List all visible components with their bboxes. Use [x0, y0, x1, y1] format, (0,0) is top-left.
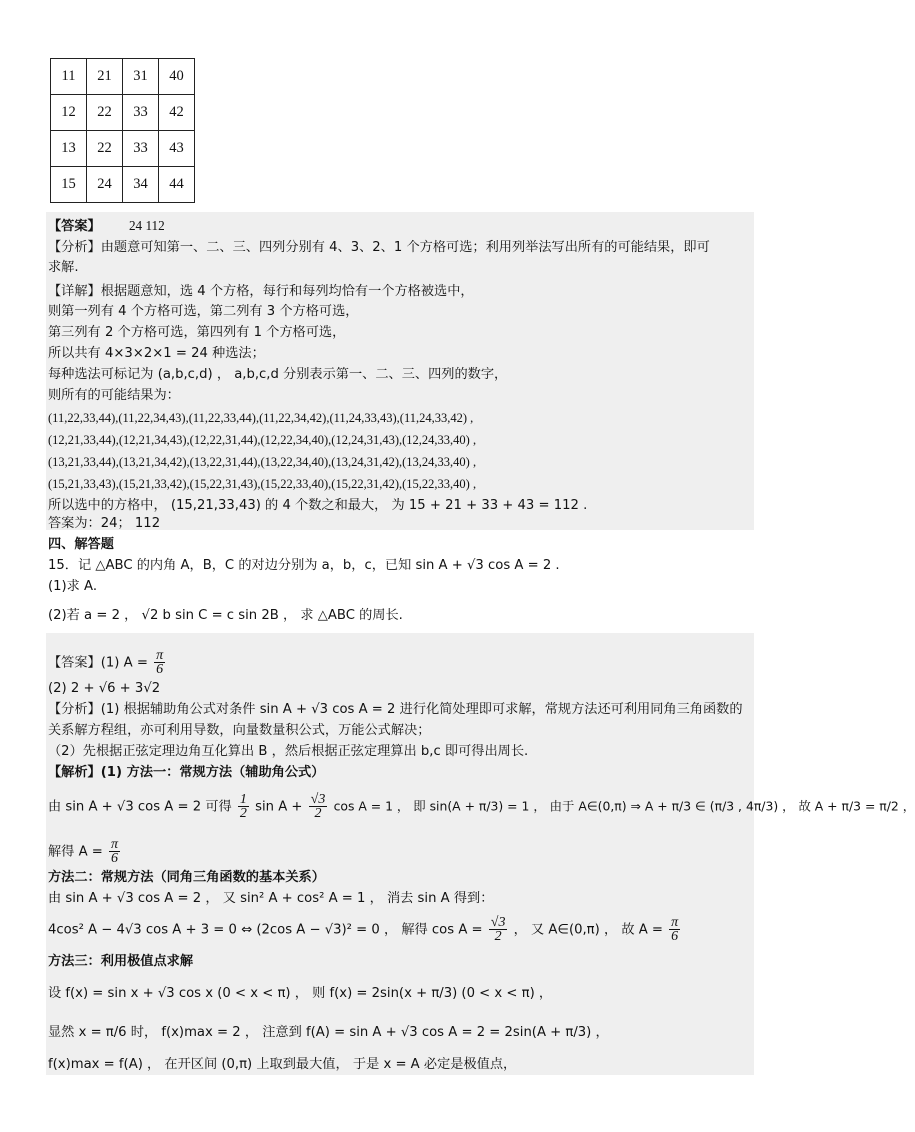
numerator: 1 — [239, 792, 247, 807]
denominator: 6 — [156, 662, 164, 677]
denominator: 6 — [111, 851, 119, 866]
numerator: π — [111, 837, 119, 852]
method3-line: 显然 x = π/6 时， f(x)max = 2 ， 注意到 f(A) = sin A + √3 cos A = 2 = 2sin(A + π/3) ， — [48, 1025, 609, 1040]
grid-cell: 42 — [159, 95, 195, 131]
answer-block-q15 — [46, 633, 754, 1075]
denominator: 2 — [239, 806, 247, 821]
answer-line — [48, 649, 167, 676]
math-text: 由 sin A + √3 cos A = 2 可得 — [48, 799, 232, 815]
analysis-line: 【分析】(1) 根据辅助角公式对条件 sin A + √3 cos A = 2 进行化简处理即可求解，常规方法还可利用同角三角函数的 — [48, 702, 743, 717]
section-heading: 四、解答题 — [48, 537, 114, 552]
grid-cell: 13 — [51, 131, 87, 167]
grid-cell: 24 — [87, 167, 123, 203]
number-grid — [50, 58, 195, 203]
analysis-line: 关系解方程组，亦可利用导数，向量数量积公式，万能公式解决； — [48, 723, 431, 738]
math-text: 4cos² A − 4√3 cos A + 3 = 0 ⇔ (2cos A − √3)² = 0 ， 解得 cos A = — [48, 922, 483, 938]
denominator: 2 — [314, 806, 322, 821]
grid-cell: 43 — [159, 131, 195, 167]
fraction — [109, 838, 120, 865]
answer-line: (2) 2 + √6 + 3√2 — [48, 681, 161, 696]
result-list-line: (15,21,33,43),(15,21,33,42),(15,22,31,43),(15,22,33,40),(15,22,31,42),(15,22,33,40) , — [48, 477, 477, 491]
answer-tag: 【答案】 — [48, 219, 101, 234]
result-list-line: (13,21,33,44),(13,21,34,42),(13,22,31,44),(13,22,34,40),(13,24,31,42),(13,24,33,40) , — [48, 455, 477, 469]
grid-cell: 15 — [51, 167, 87, 203]
method-heading: 方法三：利用极值点求解 — [48, 954, 194, 969]
answer-label: 【答案】(1) A = — [48, 655, 148, 671]
table-row — [51, 167, 195, 203]
method2-line: 由 sin A + √3 cos A = 2 ， 又 sin² A + cos² A = 1 ， 消去 sin A 得到： — [48, 891, 494, 906]
method2-line — [48, 916, 682, 943]
math-text: ， 又 A∈(0,π) ， 故 A = — [513, 922, 663, 938]
final-answer-line: 答案为：24； 112 — [48, 516, 161, 531]
grid-cell: 21 — [87, 59, 123, 95]
result-list-line: (11,22,33,44),(11,22,34,43),(11,22,33,44),(11,22,34,42),(11,24,33,43),(11,24,33,42) , — [48, 411, 474, 425]
question-stem: 15．记 △ABC 的内角 A，B，C 的对边分别为 a，b，c，已知 sin A + √3 cos A = 2 . — [48, 558, 560, 573]
detail-line: 则第一列有 4 个方格可选，第二列有 3 个方格可选， — [48, 304, 359, 319]
detail-line: 所以共有 4×3×2×1 = 24 种选法； — [48, 346, 265, 361]
math-text: 解得 A = — [48, 844, 103, 860]
fraction — [489, 916, 508, 943]
question-part: (1)求 A. — [48, 579, 98, 594]
grid-cell: 33 — [123, 95, 159, 131]
fraction — [669, 916, 680, 943]
method3-line: f(x)max = f(A) ， 在开区间 (0,π) 上取到最大值， 于是 x = A 必定是极值点， — [48, 1057, 517, 1072]
fraction — [238, 793, 249, 820]
answer-values: 24 112 — [128, 218, 165, 233]
grid-cell: 22 — [87, 95, 123, 131]
answer-line — [48, 217, 165, 236]
detail-line: 所以选中的方格中， (15,21,33,43) 的 4 个数之和最大， 为 15 + 21 + 33 + 43 = 112 . — [48, 498, 588, 513]
math-text: sin A + — [255, 799, 303, 815]
method-heading: 方法二：常规方法（同角三角函数的基本关系） — [48, 870, 325, 885]
grid-cell: 34 — [123, 167, 159, 203]
analysis-line: 求解. — [48, 260, 79, 275]
method1-line — [48, 793, 915, 820]
denominator: 2 — [494, 929, 502, 944]
numerator: √3 — [310, 792, 326, 807]
question-part: (2)若 a = 2 ， √2 b sin C = c sin 2B ， 求 △ABC 的周长. — [48, 608, 403, 623]
denominator: 6 — [671, 929, 679, 944]
table-row — [51, 131, 195, 167]
grid-cell: 40 — [159, 59, 195, 95]
grid-cell: 33 — [123, 131, 159, 167]
grid-cell: 44 — [159, 167, 195, 203]
fraction — [309, 793, 328, 820]
grid-cell: 31 — [123, 59, 159, 95]
solution-heading: 【解析】(1) 方法一：常规方法（辅助角公式） — [48, 765, 325, 780]
method1-result — [48, 838, 122, 865]
detail-line: 每种选法可标记为 (a,b,c,d) ， a,b,c,d 分别表示第一、二、三、四列的数字， — [48, 367, 508, 382]
numerator: π — [671, 915, 679, 930]
grid-cell: 11 — [51, 59, 87, 95]
table-row — [51, 59, 195, 95]
grid-cell: 12 — [51, 95, 87, 131]
analysis-line: 【分析】由题意可知第一、二、三、四列分别有 4、3、2、1 个方格可选；利用列举法写出所有的可能结果，即可 — [48, 240, 710, 255]
numerator: π — [156, 648, 164, 663]
grid-cell: 22 — [87, 131, 123, 167]
analysis-line: （2）先根据正弦定理边角互化算出 B ，然后根据正弦定理算出 b,c 即可得出周长. — [48, 744, 529, 759]
detail-line: 则所有的可能结果为： — [48, 388, 180, 403]
result-list-line: (12,21,33,44),(12,21,34,43),(12,22,31,44),(12,22,34,40),(12,24,31,43),(12,24,33,40) , — [48, 433, 477, 447]
table-row — [51, 95, 195, 131]
detail-line: 【详解】根据题意知，选 4 个方格，每行和每列均恰有一个方格被选中， — [48, 284, 474, 299]
detail-line: 第三列有 2 个方格可选，第四列有 1 个方格可选， — [48, 325, 346, 340]
numerator: √3 — [490, 915, 506, 930]
method3-line: 设 f(x) = sin x + √3 cos x (0 < x < π) ， 则 f(x) = 2sin(x + π/3) (0 < x < π) ， — [48, 986, 553, 1001]
fraction — [154, 649, 165, 676]
math-text: cos A = 1 ， 即 sin(A + π/3) = 1 ， 由于 A∈(0,π) ⇒ A + π/3 ∈ (π/3 , 4π/3) ， 故 A + π/3 = π/2 ， — [333, 798, 915, 814]
